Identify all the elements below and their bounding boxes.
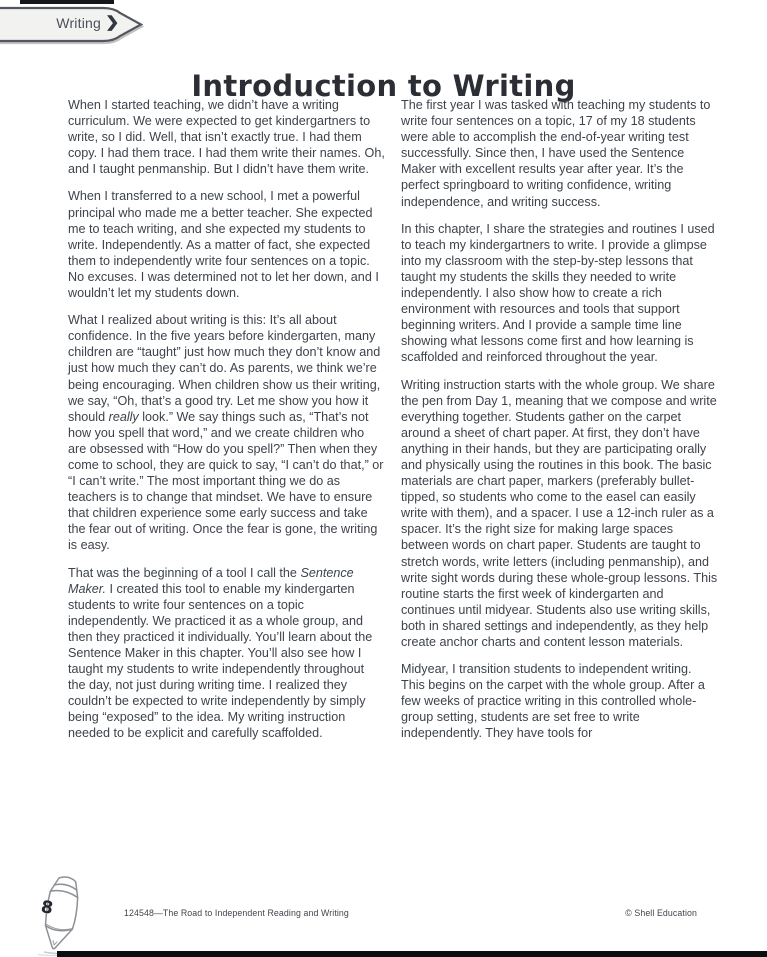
tab-label: Writing <box>56 15 101 31</box>
left-column <box>68 97 385 753</box>
body-text <box>68 97 718 753</box>
pencil-page-number-icon <box>14 872 106 956</box>
chapter-tab <box>0 3 149 45</box>
paragraph: Writing instruction starts with the whole group. We share the pen from Day 1, meaning that we compose and write everything together. Students gather on the carpet around a sheet of chart paper. At first, they don’t have anything in their hands, but they are participating orally and physically using the routines in this book. The basic materials are chart paper, markers (preferably bullet-tipped, so students who come to the easel can easily write with them), and a spacer. I use a 12-inch ruler as a spacer. It’s the right size for making large spaces between words on chart paper. Students are taught to stretch words, write letters (including penmanship), and write sight words during these whole-group lessons. This routine starts the first week of kindergarten and continues until midyear. Students also use writing skills, both in shared settings and independently, as they help create anchor charts and content lesson materials. <box>401 377 718 649</box>
right-column <box>401 97 718 753</box>
paragraph: What I realized about writing is this: It’s all about confidence. In the five years before kindergarten, many children are “taught” just how much they don’t know and just how much they can’t do. As parents, we think we’re being encouraging. When children show us their writing, we say, “Oh, that’s a good try. Let me show you how it should really look.” We say things such as, “That’s not how you spell that word,” and we create children who are obsessed with “How do you spell?” Then when they come to school, they are quick to say, “I can’t do that,” or “I can’t write.” The most important thing we do as teachers is to change that mindset. We have to ensure that children experience some early success and take the fear out of writing. Once the fear is gone, the writing is easy. <box>68 313 384 553</box>
paragraph: Midyear, I transition students to independent writing. This begins on the carpet with the whole group. After a few weeks of practice writing in this controlled whole-group setting, students are set free to write independently. They have tools for <box>401 662 705 741</box>
chevron-right-icon: ❯ <box>105 14 120 31</box>
page-number: 8 <box>39 897 55 919</box>
paragraph: In this chapter, I share the strategies and routines I used to teach my kindergartners to write. I provide a glimpse into my classroom with the step-by-step lessons that taught my students the skills they needed to write independently. I also show how to create a rich environment with resources and tools that support beginning writers. And I provide a sample time line showing what lessons come first and how learning is scaffolded and reinforced throughout the year. <box>401 221 715 365</box>
paragraph: That was the beginning of a tool I call the Sentence Maker. I created this tool to enable my kindergarten students to write four sentences on a topic independently. We practiced it as a whole group, and then they practiced it individually. You’ll learn about the Sentence Maker in this chapter. You’ll also see how I taught my students to write independently throughout the day, not just during writing time. I realized they couldn’t be expected to write independently by simply being “exposed” to the idea. My writing instruction needed to be explicit and carefully scaffolded. <box>68 565 373 741</box>
scan-edge-bottom <box>57 951 767 957</box>
footer-book-id: 124548—The Road to Independent Reading and Writing <box>124 908 349 918</box>
page-title: Introduction to Writing <box>191 69 576 104</box>
paragraph: When I started teaching, we didn’t have a writing curriculum. We were expected to get kindergartners to write, so I did. Well, that isn’t exactly true. I had them copy. I had them trace. I had them write their names. Oh, and I taught penmanship. But I didn’t have them write. <box>68 98 385 177</box>
paragraph: The first year I was tasked with teaching my students to write four sentences on a topic, 17 of my 18 students were able to accomplish the end-of-year writing test successfully. Since then, I have used the Sentence Maker with excellent results year after year. It’s the perfect springboard to writing confidence, writing independence, and writing success. <box>401 98 711 209</box>
paragraph: When I transferred to a new school, I met a powerful principal who made me a better teacher. She expected me to teach writing, and she expected my students to write. Independently. As a matter of fact, she expected them to independently write four sentences on a topic. No excuses. I was determined not to let her down, and I wouldn’t let my students down. <box>68 189 379 301</box>
footer-copyright: © Shell Education <box>625 908 697 918</box>
